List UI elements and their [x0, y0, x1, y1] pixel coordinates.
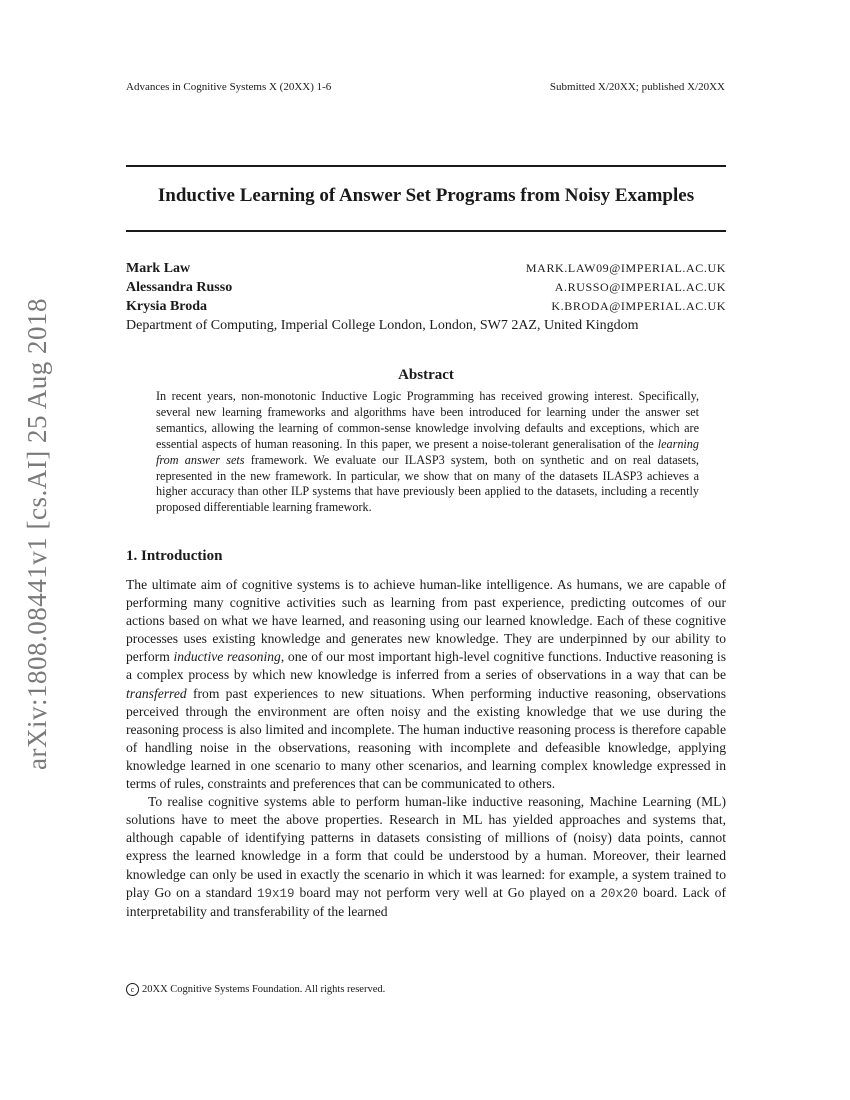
abstract-part-2: framework. We evaluate our ILASP3 system, both on synthetic and on real datasets, represented in the new framework. In particular, we show that on many of the datasets ILASP3 achieves a higher accuracy than other ILP systems that have previously been applied to the datasets, including a recently proposed differentiable learning framework. [156, 452, 699, 515]
author-name: Alessandra Russo [126, 280, 233, 295]
author-row [126, 259, 726, 278]
p1-text-a: The ultimate aim of cognitive systems is to achieve human-like intelligence. As humans, we are capable of performing many cognitive activities such as learning from past experience, predicting outcomes of our actions based on what we have learned, and reasoning using our learned knowledge. Each of these cognitive processes uses existing knowledge and generates new knowledge. They are underpinned by our ability to perform [126, 577, 726, 665]
affiliation: Department of Computing, Imperial College London, London, SW7 2AZ, United Kingdom [126, 318, 639, 333]
p1-text-c: from past experiences to new situations. When performing inductive reasoning, observations perceived through the environment are often noisy and the existing knowledge that we use during the reasoning process is also limited and incomplete. The human inductive reasoning process is therefore capable of handling noise in the observations, reasoning with incomplete and defeasible knowledge, applying knowledge learned in one scenario to many other scenarios, and learning complex knowledge expressed in terms of rules, constraints and preferences that can be communicated to others. [126, 685, 726, 792]
abstract-part-1: In recent years, non-monotonic Inductive Logic Programming has received growing interest. Specifically, several new learning frameworks and algorithms have been introduced for learning under the answer set semantics, allowing the learning of common-sense knowledge involving defaults and exceptions, which are essential aspects of human reasoning. In this paper, we present a noise-tolerant generalisation of the [156, 389, 699, 451]
p2-text-b: board may not perform very well at Go played on a [294, 884, 601, 900]
section-heading: 1. Introduction [126, 548, 223, 564]
paper-title: Inductive Learning of Answer Set Programs from Noisy Examples [157, 185, 695, 206]
arxiv-watermark: arXiv:1808.08441v1 [cs.AI] 25 Aug 2018 [22, 298, 52, 770]
p2-code-1: 19x19 [256, 886, 295, 901]
submission-info: Submitted X/20XX; published X/20XX [549, 81, 725, 93]
section-body [126, 576, 726, 921]
p1-emphasis-1: inductive reasoning [173, 649, 281, 665]
abstract-text [156, 389, 699, 516]
journal-info: Advances in Cognitive Systems X (20XX) 1-6 [126, 81, 332, 93]
author-email: A.RUSSO@IMPERIAL.AC.UK [554, 280, 726, 294]
title-rule-bottom [126, 230, 726, 232]
paragraph-1 [126, 576, 726, 793]
p1-emphasis-2: transferred [126, 685, 187, 701]
p2-text-c: board. Lack of interpretability and transferability of the learned [126, 884, 726, 919]
author-name: Krysia Broda [126, 299, 208, 314]
copyright-icon: c [126, 983, 139, 996]
copyright-footer [126, 983, 385, 996]
abstract-emphasis: learning from answer sets [156, 436, 699, 467]
author-block [126, 259, 726, 316]
running-head [126, 81, 725, 93]
copyright-text: 20XX Cognitive Systems Foundation. All rights reserved. [142, 984, 386, 995]
author-email: MARK.LAW09@IMPERIAL.AC.UK [525, 261, 726, 275]
p1-text-b: , one of our most important high-level cognitive functions. Inductive reasoning is a complex process by which new knowledge is inferred from a series of observations in a way that can be [126, 649, 726, 683]
paragraph-2 [126, 793, 726, 921]
author-name: Mark Law [126, 261, 191, 276]
author-row [126, 297, 726, 316]
author-email: K.BRODA@IMPERIAL.AC.UK [551, 299, 726, 313]
p2-code-2: 20x20 [600, 886, 638, 901]
title-rule-top [126, 165, 726, 167]
author-row [126, 278, 726, 297]
p2-text-a: To realise cognitive systems able to perform human-like inductive reasoning, Machine Learning (ML) solutions have to meet the above properties. Research in ML has yielded approaches and systems that, although capable of identifying patterns in datasets consisting of millions of (noisy) data points, cannot express the learned knowledge in a form that could be understood by a human. Moreover, their learned knowledge can only be used in exactly the scenario in which it was learned: for example, a system trained to play Go on a standard [126, 794, 726, 900]
abstract-heading: Abstract [398, 367, 454, 383]
